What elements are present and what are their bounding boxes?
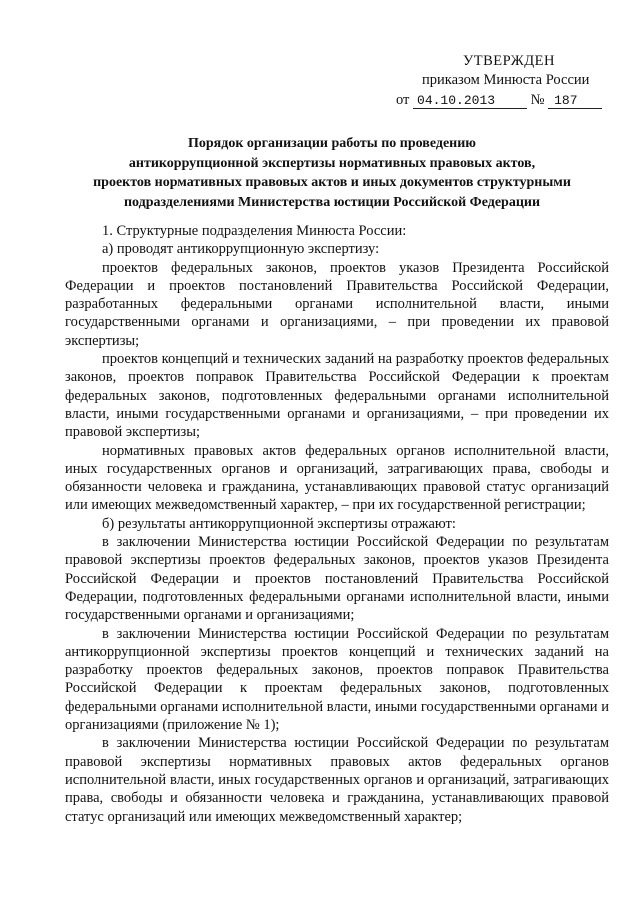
order-number-value: 187 (548, 93, 602, 109)
date-prefix: от (396, 92, 410, 108)
order-date-value: 04.10.2013 (413, 93, 527, 109)
body-paragraph: в заключении Министерства юстиции Российской Федерации по результатам правовой экспертизы проектов федеральных законов, проектов указов Президента Российской Федерации и проектов постановлений Правительства Российской Федерации, подготовленных федеральными органами исполнительной власти, иными государственными органами и организациями; (65, 534, 609, 624)
clause-1-heading: 1. Структурные подразделения Минюста России: (102, 223, 407, 239)
body-paragraph: проектов концепций и технических заданий на разработку проектов федеральных законов, проектов поправок Правительства Российской Федерации к проектам федеральных законов, подготовленных федеральными органами исполнительной власти, иными государственными органами и организациями, – при проведении их правовой экспертизы; (65, 351, 609, 441)
subclause-a-heading: а) проводят антикоррупционную экспертизу: (102, 241, 380, 258)
approval-stamp-block (396, 52, 606, 110)
approval-date-line (396, 91, 606, 110)
number-sign: № (530, 92, 545, 108)
title-line: Порядок организации работы по проведению (187, 136, 476, 151)
body-paragraph: нормативных правовых актов федеральных органов исполнительной власти, иных государственных органов и организаций, затрагивающих права, свободы и обязанности человека и гражданина, устанавливающих правовой статус организаций или имеющих межведомственный характер, – при их государственной регистрации; (65, 442, 609, 514)
body-paragraph: проектов федеральных законов, проектов указов Президента Российской Федерации и проектов постановлений Правительства Российской Федерации, разработанных федеральными органами исполнительной власти, иными государственными органами и организациями, – при проведении их правовой экспертизы; (65, 259, 609, 349)
subclause-b-heading: б) результаты антикоррупционной экспертизы отражают: (102, 515, 456, 532)
title-line: антикоррупционной экспертизы нормативных правовых актов, (128, 155, 536, 171)
title-line: подразделениями Министерства юстиции Российской Федерации (123, 194, 541, 210)
body-paragraph: в заключении Министерства юстиции Российской Федерации по результатам антикоррупционной экспертизы проектов концепций и технических заданий на разработку проектов федеральных законов, проектов поправок Правительства Российской Федерации к проектам федеральных законов, подготовленных федеральными органами исполнительной власти, иными государственными органами и организациями (приложение № 1); (65, 625, 609, 734)
approval-order-line: приказом Минюста России (422, 72, 590, 88)
body-paragraph: в заключении Министерства юстиции Российской Федерации по результатам правовой экспертизы нормативных правовых актов федеральных органов исполнительной власти, иных государственных органов и организаций, затрагивающих права, свободы и обязанности человека и гражданина, устанавливающих правовой статус организаций или имеющих межведомственный характер; (65, 735, 609, 825)
document-body (65, 222, 609, 826)
title-line: проектов нормативных правовых актов и иных документов структурными (93, 175, 571, 190)
approval-stamp-heading: УТВЕРЖДЕН (463, 53, 555, 69)
document-title (62, 134, 602, 212)
